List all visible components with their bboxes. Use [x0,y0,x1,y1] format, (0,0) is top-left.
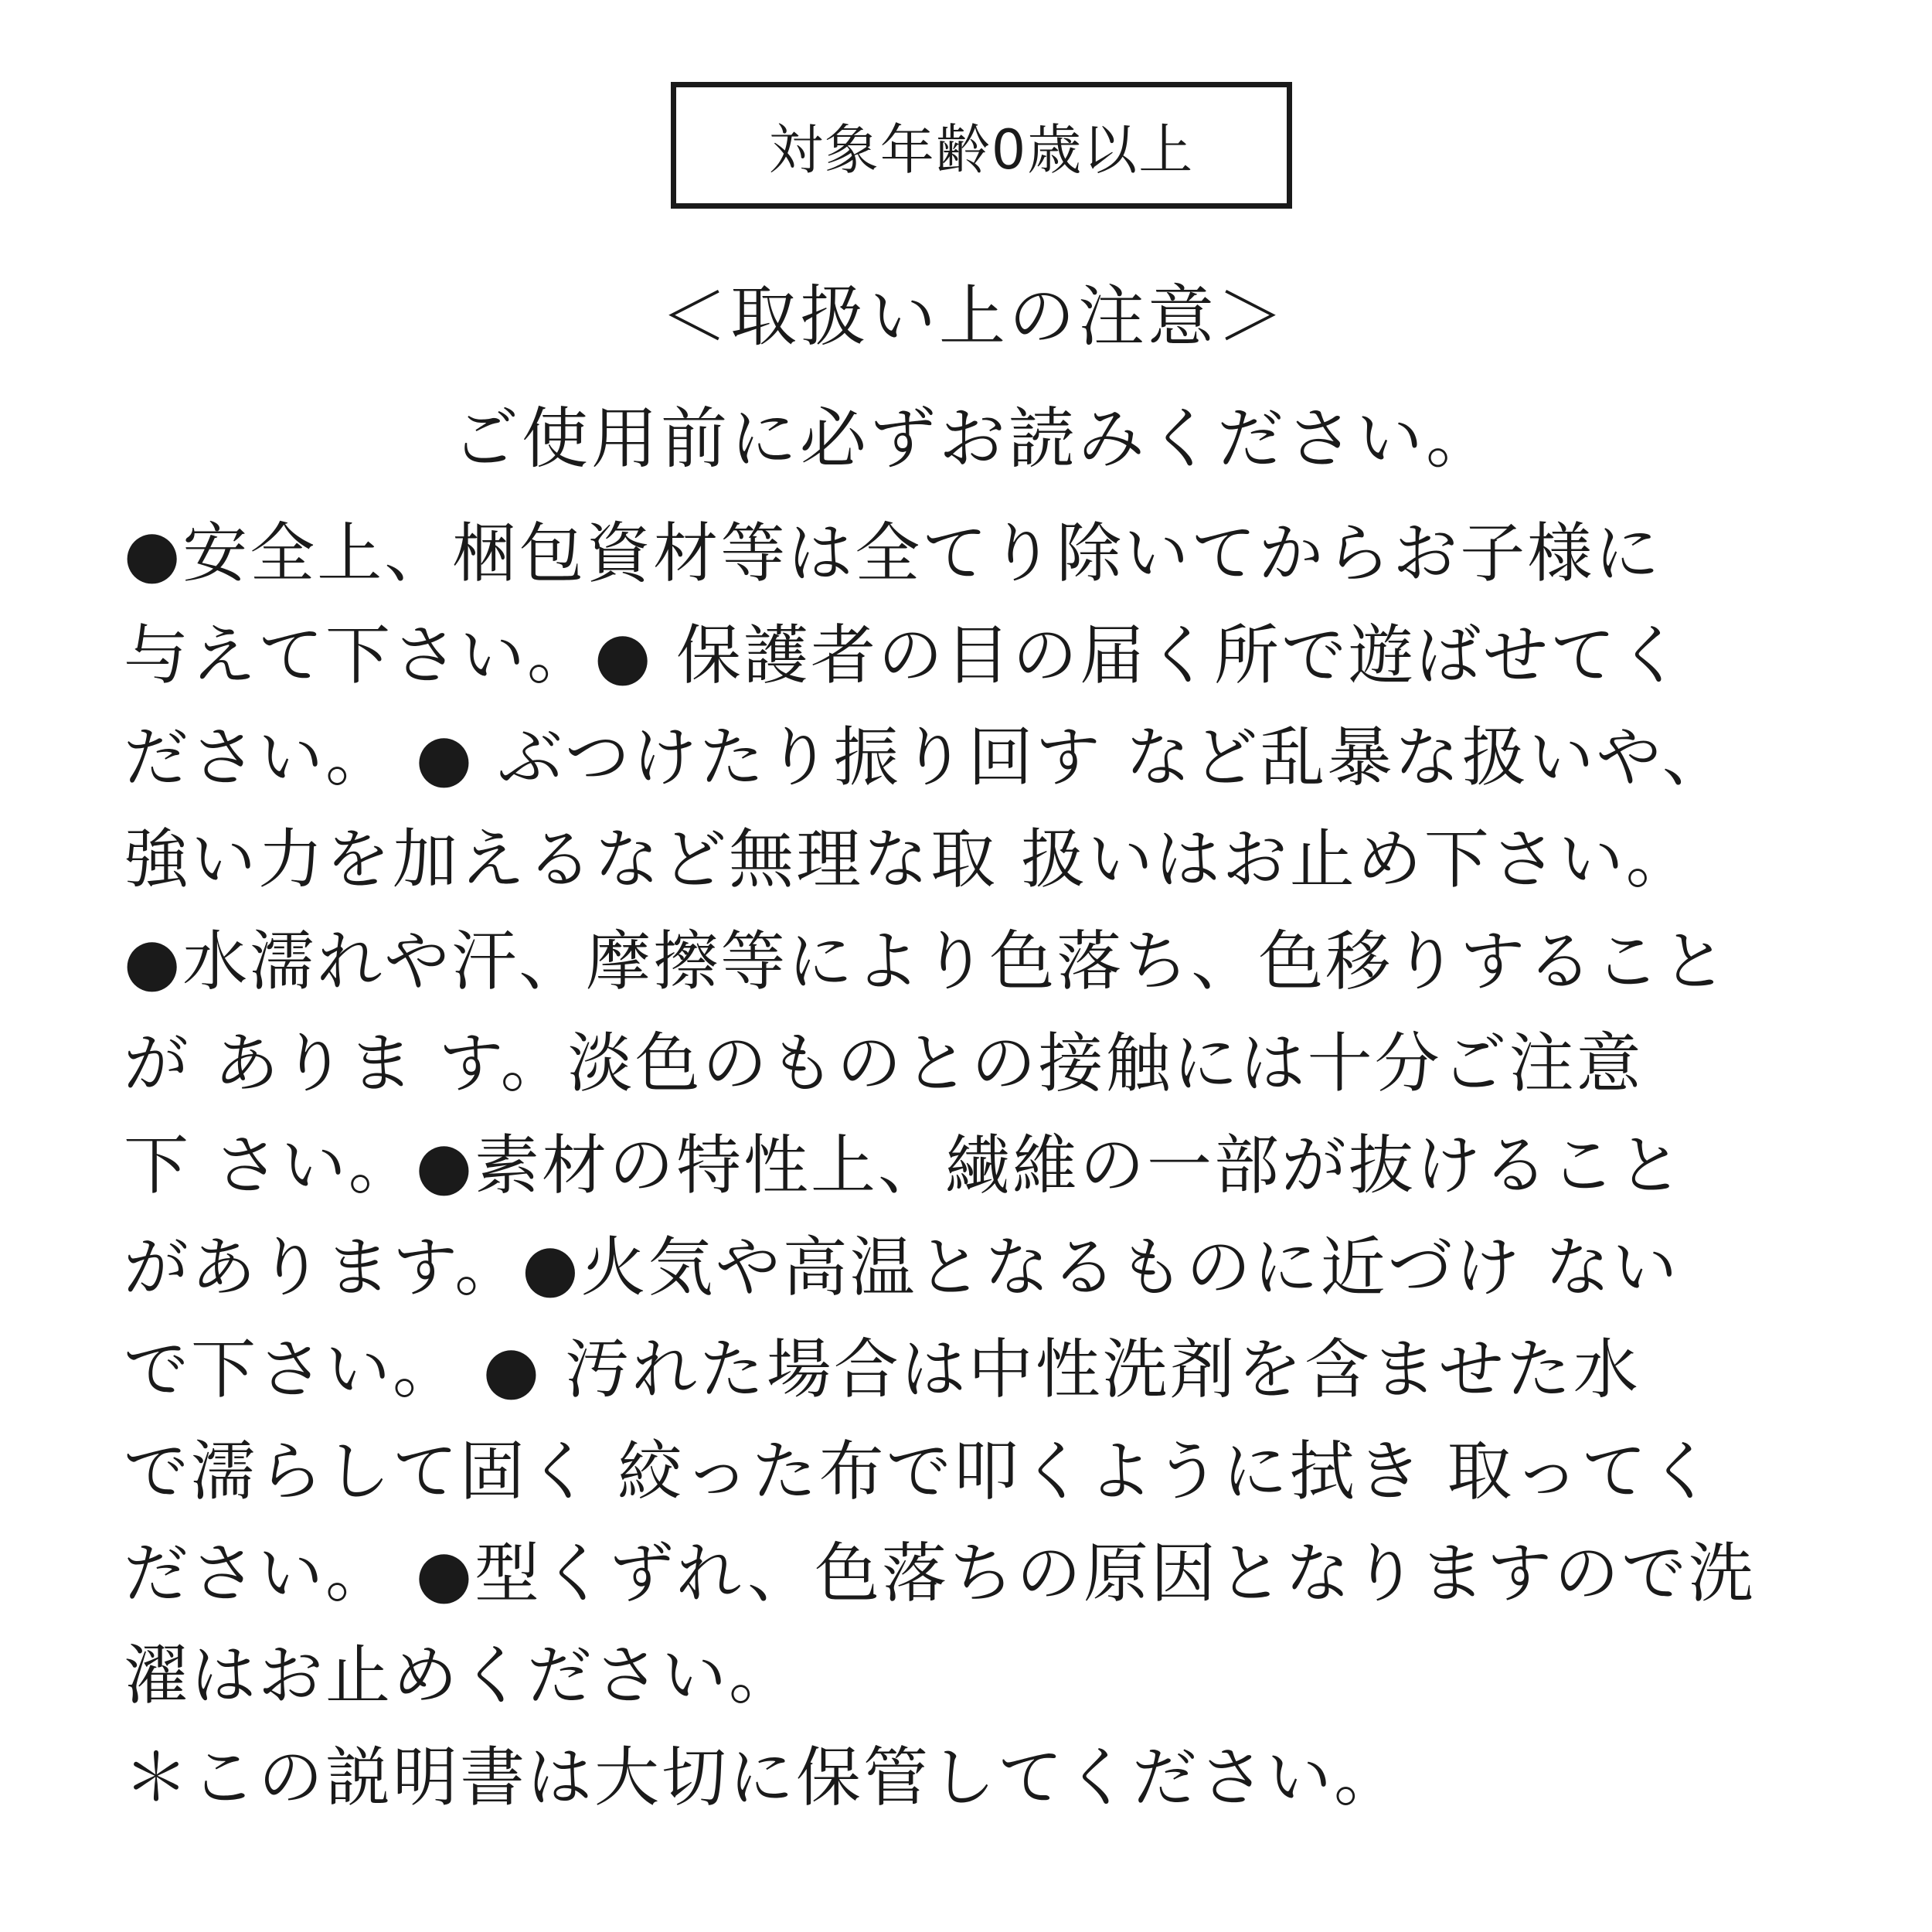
instruction-line: 下 さい。●素材の特性上、繊維の一部が抜けること [124,1128,1685,1203]
instruction-line: があります。●火気や高温となるものに近づけ ない [124,1230,1680,1305]
instruction-line: 与えて下さい。● 保護者の目の届く所で遊ばせてく [124,617,1685,693]
instruction-line: で濡らして固く 絞った布で叩くように拭き 取ってく [124,1434,1716,1509]
storage-note: ＊この説明書は大切に保管してください。 [124,1740,1402,1815]
instruction-line: 強い力を加えるなど無理な取 扱いはお止め下さい。 [124,821,1693,897]
page-title: ＜取扱い上の注意＞ [661,278,1287,355]
instruction-line: ださい。 ●型くずれ、色落ちの原因となりますので洗 [124,1536,1757,1611]
age-label: 対象年齢0歳以上 [768,117,1195,182]
instruction-line: が ありま す。淡色のものとの接触には十分ご注意 [124,1026,1644,1101]
instructions-body [124,502,1870,1828]
instruction-line: ださい。 ● ぶつけたり振り回す など乱暴な扱いや、 [124,719,1730,795]
instruction-line: ●安全上、梱包資材等は全てり除いてからお子様に [124,515,1662,591]
instruction-line: ●水濡れや汗、摩擦等により色落ち、色移りすること [124,923,1730,999]
page-subtitle: ご使用前に必ずお読みください。 [452,400,1495,478]
instruction-line: で下さい。 ● 汚れた場合は中性洗剤を含ませた水 [124,1332,1641,1407]
age-label-box [671,82,1292,209]
instruction-line: 濯はお止めください。 [124,1638,797,1713]
